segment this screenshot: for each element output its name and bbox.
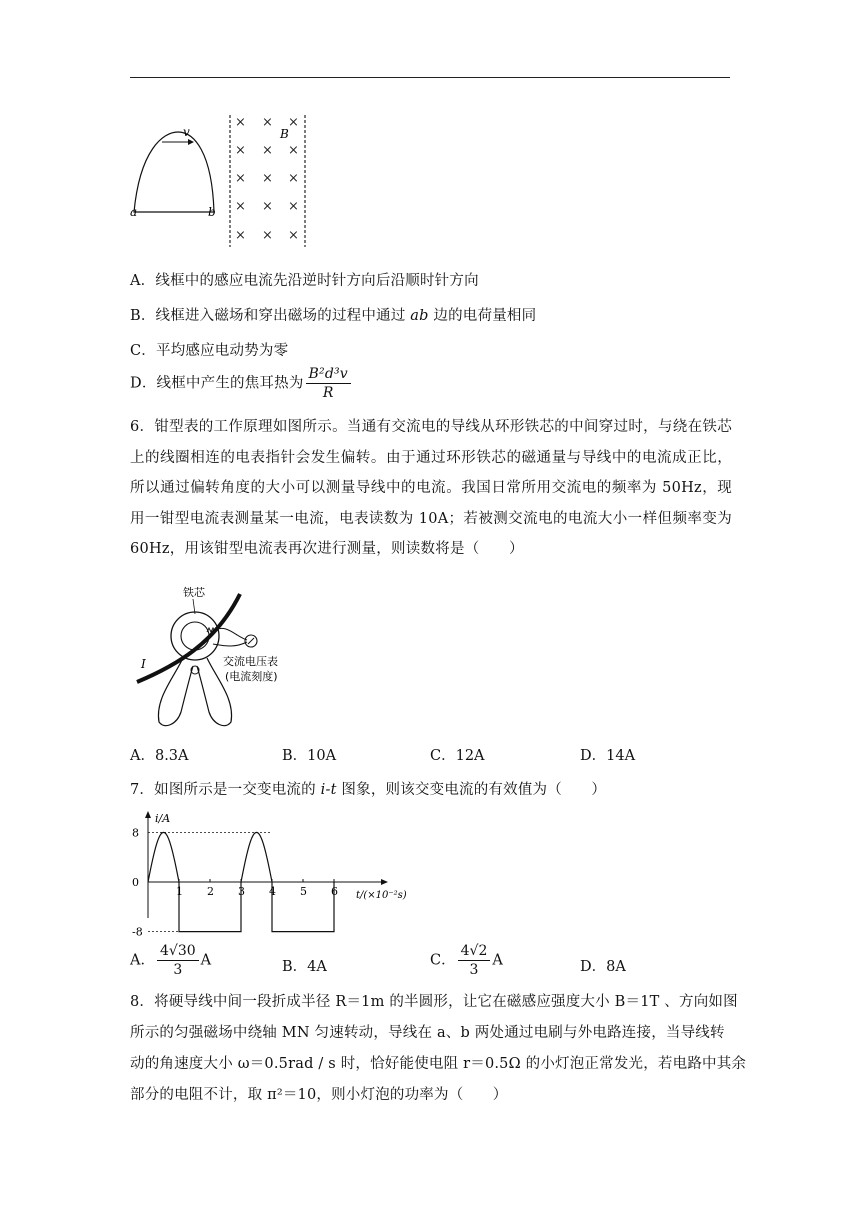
meter-scale-label: (电流刻度) [225,670,278,683]
q5-figure [128,110,318,250]
x-tick-label: 2 [207,885,214,898]
x-tick-label: 6 [331,885,338,898]
q7-text [130,778,606,799]
q7-option-c-unit: A [492,952,503,969]
q8-line-3: 动的角速度大小 ω＝0.5rad / s 时，恰好能使电阻 r＝0.5Ω 的小灯泡正常发光，若电路中其余 [130,1056,747,1072]
fraction-numerator: B²d³v [306,366,351,384]
waveform-segment [148,832,179,882]
field-x-mark: × [235,199,246,214]
fraction-denominator: 3 [469,962,479,978]
field-x-mark: × [235,115,246,130]
fraction-numerator: 4√2 [458,943,491,961]
q7-option-a-letter: A． [130,952,155,969]
q7-text-pre: 7．如图所示是一交变电流的 [130,782,321,798]
x-tick-label: 1 [176,885,183,898]
field-x-mark: × [235,171,246,186]
meter-label: 交流电压表 [223,655,278,668]
q6-option-d: D．14A [580,748,636,764]
q7-it-chart [128,808,428,939]
q8-line-4: 部分的电阻不计，取 π²＝10，则小灯泡的功率为（ ） [130,1087,508,1103]
q7-option-a-fraction [157,943,199,978]
point-a-label: a [130,205,138,219]
q7-option-b: B．4A [282,959,327,975]
field-x-mark: × [288,228,299,243]
field-x-mark: × [288,143,299,158]
y-tick-label: -8 [132,925,143,939]
x-tick-label: 3 [238,885,245,898]
q5-option-b-post: 边的电荷量相同 [428,308,537,324]
point-b-label: b [208,205,216,219]
y-axis-label: i/A [155,812,171,825]
field-x-mark: × [262,228,273,243]
q7-option-c [430,943,503,978]
velocity-label: v [183,125,190,139]
q6-clamp-meter-figure [135,584,305,732]
q8-line-1: 8．将硬导线中间一段折成半径 R＝1m 的半圆形，让它在磁感应强度大小 B＝1T 、方向如图 [130,994,738,1010]
field-x-mark: × [262,143,273,158]
q5-option-a: A．线框中的感应电流先沿逆时针方向后沿顺时针方向 [130,273,479,289]
q8-line-2: 所示的匀强磁场中绕轴 MN 匀速转动，导线在 a、b 两处通过电刷与外电路连接，当导线转 [130,1025,725,1041]
waveform-segment [241,832,272,882]
q7-option-c-letter: C． [430,952,456,969]
q5-option-b [130,304,536,325]
field-x-mark: × [235,228,246,243]
q6-text: 6．钳型表的工作原理如图所示。当通有交流电的导线从环形铁芯的中间穿过时，与绕在铁芯上的线圈相连的电表指针会发生偏转。由于通过环形铁芯的磁通量与导线中的电流成正比，所以通过偏转角度的大小可以测量导线中的电流。我国日常所用交流电的频率为 50Hz，现用一钳型电流表测量某一电流，电表读数为 10A；若被测交流电的电流大小一样但频率变为 60Hz，用该钳型电流表再次进行测量，则读数将是（ ） [130,419,732,557]
q7-text-it: i-t [320,782,337,798]
field-x-mark: × [262,199,273,214]
q5-option-b-pre: B．线框进入磁场和穿出磁场的过程中通过 [130,308,411,324]
field-x-mark: × [262,171,273,186]
q7-option-d: D．8A [580,959,626,975]
arch-frame [134,132,214,212]
header-rule [130,77,730,78]
q5-option-b-ab: ab [410,308,429,324]
q7-text-post: 图象，则该交变电流的有效值为（ ） [336,782,607,798]
x-tick-label: 4 [269,885,276,898]
field-x-mark: × [235,143,246,158]
field-x-mark: × [262,115,273,130]
q5-option-d [130,366,353,401]
x-tick-label: 5 [300,885,307,898]
field-x-mark: × [288,171,299,186]
q5-option-d-fraction [306,366,351,401]
x-axis-label: t/(×10⁻²s) [356,890,407,901]
q7-option-a [130,943,211,978]
q6-option-b: B．10A [282,748,337,764]
q7-option-c-fraction [458,943,491,978]
field-label: B [280,127,289,141]
q5-option-c: C．平均感应电动势为零 [130,343,289,359]
fraction-numerator: 4√30 [157,943,199,961]
core-label: 铁芯 [183,586,205,599]
y-tick-label: 0 [132,876,139,889]
field-x-mark: × [288,199,299,214]
field-x-mark: × [288,115,299,130]
q5-option-d-pre: D．线框中产生的焦耳热为 [130,375,304,392]
fraction-denominator: R [322,385,334,401]
y-tick-label: 8 [132,826,139,840]
q6-option-c: C．12A [430,748,485,764]
q6-option-a: A．8.3A [130,748,189,764]
fraction-denominator: 3 [173,962,183,978]
current-label: I [141,657,146,671]
q7-option-a-unit: A [200,952,212,969]
